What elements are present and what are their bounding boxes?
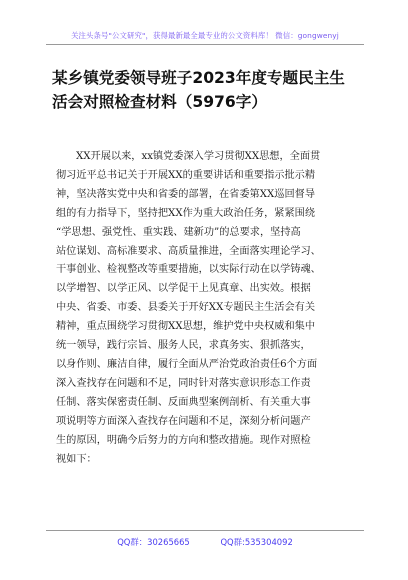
header-divider (46, 44, 364, 45)
body-line: 统一领导，践行宗旨、服务人民，求真务实、狠抓落实， (56, 340, 311, 352)
footer-qq-group-2: QQ群:535304092 (220, 537, 293, 547)
body-line: 精神，重点围绕学习贯彻XX思想，维护党中央权威和集中 (56, 321, 316, 333)
body-line: 彻习近平总书记关于开展XX的重要讲话和重要指示批示精 (56, 169, 316, 181)
footer (46, 536, 364, 548)
body-line: 深入查找存在问题和不足，同时针对落实意识形态工作责 (56, 377, 311, 389)
body-line: XX开展以来，xx镇党委深入学习贯彻XX思想，全面贯 (76, 151, 321, 162)
body-line: 项说明等方面深入查找存在问题和不足，深刻分析问题产 (56, 415, 311, 427)
body-line: 以身作则、廉洁自律，履行全面从严治党政治责任6个方面 (56, 358, 318, 370)
footer-qq-group-1: QQ群：30265665 (117, 537, 190, 547)
body-line: 以学增智、以学正风、以学促干上见真章、出实效。根据 (56, 283, 311, 295)
body-line: 站位谋划、高标准要求、高质量推进，全面落实理论学习、 (56, 245, 321, 257)
footer-divider (46, 530, 364, 531)
body-line: 神，坚决落实党中央和省委的部署，在省委第XX巡回督导 (56, 188, 316, 200)
body-line: 视如下： (56, 453, 97, 465)
body-line: “学思想、强党性、重实践、建新功”的总要求，坚持高 (56, 226, 301, 238)
title-line: 活会对照检查材料（5976字） (52, 93, 267, 111)
body-line: 组的有力指导下，坚持把XX作为重大政治任务，紧紧围绕 (56, 207, 316, 219)
body-line: 干事创业、检视整改等重要措施，以实际行动在以学铸魂、 (56, 264, 321, 276)
title-line: 某乡镇党委领导班子2023年度专题民主生 (52, 69, 345, 87)
body-line: 任制、落实保密责任制、反面典型案例剖析、有关重大事 (56, 396, 311, 408)
document-body (56, 148, 360, 469)
document-title (52, 66, 362, 114)
header-note: 关注头条号"公文研究"，获得最新最全最专业的公文资料库！ 微信：gongwenyj (71, 31, 339, 40)
body-line: 生的原因，明确今后努力的方向和整改措施。现作对照检 (56, 434, 311, 446)
body-line: 中央、省委、市委、县委关于开好XX专题民主生活会有关 (56, 302, 316, 314)
